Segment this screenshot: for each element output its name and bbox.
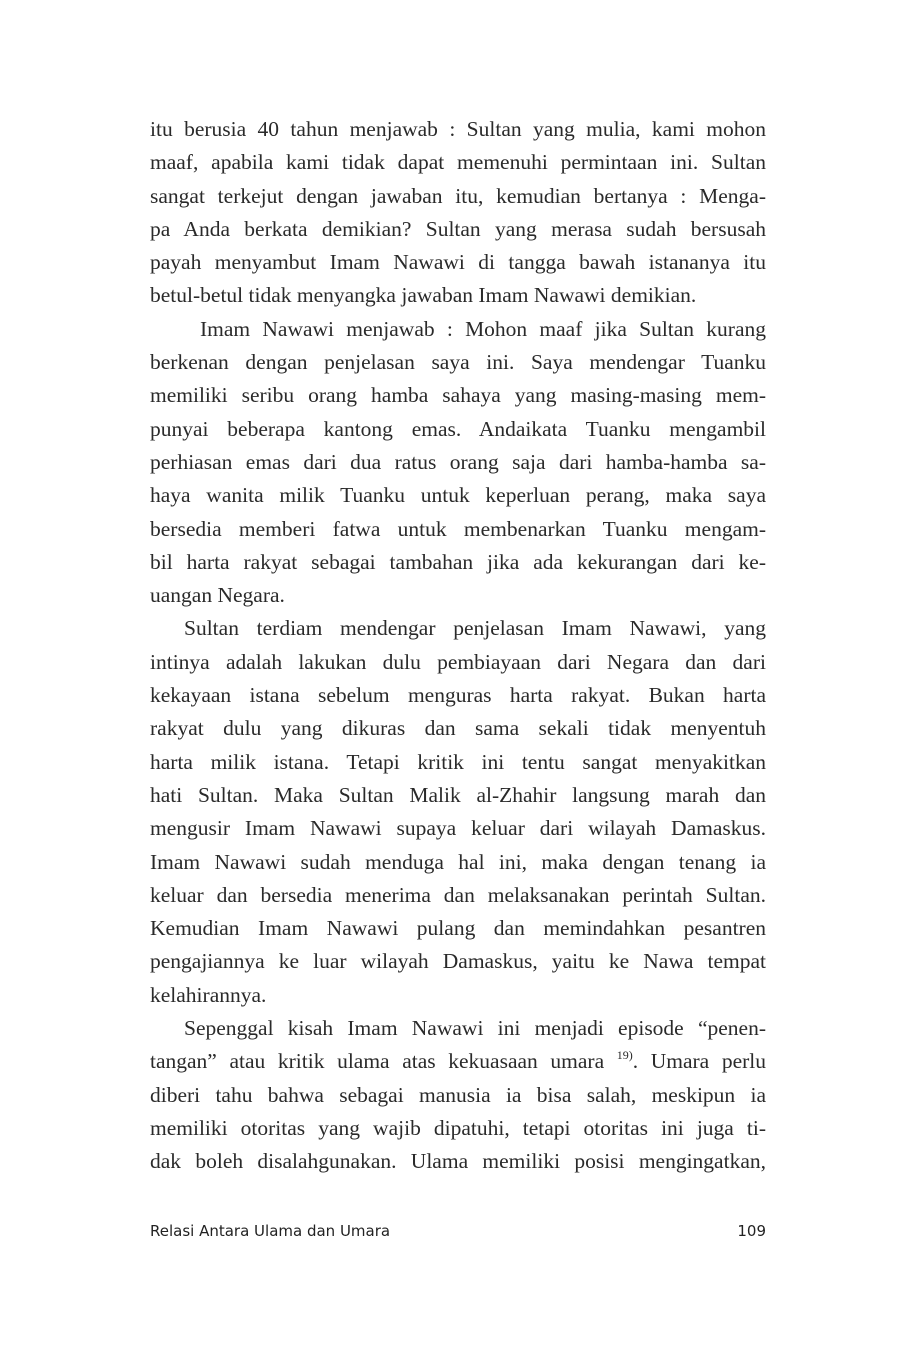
text-line: itu berusia 40 tahun menjawab : Sultan yang mulia, kami mohon bbox=[150, 117, 766, 141]
text-line: Imam Nawawi menjawab : Mohon maaf jika Sultan kurang bbox=[200, 316, 766, 341]
paragraph-2 bbox=[150, 313, 766, 613]
running-title: Relasi Antara Ulama dan Umara bbox=[150, 1222, 391, 1240]
text-line: Sepenggal kisah Imam Nawawi ini menjadi episode “penen- bbox=[184, 1016, 766, 1041]
text-line: diberi tahu bahwa sebagai manusia ia bisa salah, meskipun ia bbox=[150, 1082, 766, 1107]
text-line: dak boleh disalahgunakan. Ulama memiliki posisi mengingatkan, bbox=[150, 1149, 766, 1174]
text-line: berkenan dengan penjelasan saya ini. Saya mendengar Tuanku bbox=[150, 350, 766, 375]
text-line: bil harta rakyat sebagai tambahan jika ada kekurangan dari ke- bbox=[150, 549, 766, 574]
text-line: harta milik istana. Tetapi kritik ini tentu sangat menyakitkan bbox=[150, 749, 766, 774]
text-line: kelahirannya. bbox=[150, 982, 267, 1007]
text-line: memiliki otoritas yang wajib dipatuhi, tetapi otoritas ini juga ti- bbox=[150, 1115, 766, 1140]
text-segment: . Umara perlu bbox=[632, 1049, 766, 1074]
text-line: Kemudian Imam Nawawi pulang dan memindahkan pesantren bbox=[150, 916, 766, 941]
text-line: maaf, apabila kami tidak dapat memenuhi permintaan ini. Sultan bbox=[150, 150, 766, 175]
text-line: pa Anda berkata demikian? Sultan yang merasa sudah bersusah bbox=[150, 216, 766, 241]
text-line: sangat terkejut dengan jawaban itu, kemudian bertanya : Menga- bbox=[150, 183, 766, 208]
body-text bbox=[150, 113, 766, 1179]
text-line: perhiasan emas dari dua ratus orang saja dari hamba-hamba sa- bbox=[150, 449, 766, 474]
page-footer bbox=[150, 1222, 766, 1240]
text-line: haya wanita milik Tuanku untuk keperluan perang, maka saya bbox=[150, 483, 766, 508]
text-line: pengajiannya ke luar wilayah Damaskus, yaitu ke Nawa tempat bbox=[150, 949, 766, 974]
text-line bbox=[150, 1045, 766, 1078]
text-line: kekayaan istana sebelum menguras harta rakyat. Bukan harta bbox=[150, 683, 766, 708]
text-line: Imam Nawawi sudah menduga hal ini, maka dengan tenang ia bbox=[150, 849, 766, 874]
text-line: Sultan terdiam mendengar penjelasan Imam Nawawi, yang bbox=[184, 616, 766, 641]
text-line: bersedia memberi fatwa untuk membenarkan Tuanku mengam- bbox=[150, 516, 766, 541]
paragraph-4 bbox=[150, 1012, 766, 1178]
paragraph-1 bbox=[150, 113, 766, 313]
page-number: 109 bbox=[737, 1222, 766, 1240]
text-line: punyai beberapa kantong emas. Andaikata Tuanku mengambil bbox=[150, 416, 766, 441]
text-line: keluar dan bersedia menerima dan melaksanakan perintah Sultan. bbox=[150, 882, 766, 907]
text-line: hati Sultan. Maka Sultan Malik al-Zhahir langsung marah dan bbox=[150, 782, 766, 807]
text-segment: tangan” atau kritik ulama atas kekuasaan umara bbox=[150, 1049, 617, 1074]
paragraph-3 bbox=[150, 612, 766, 1012]
text-line: payah menyambut Imam Nawawi di tangga bawah istananya itu bbox=[150, 250, 766, 275]
text-line: rakyat dulu yang dikuras dan sama sekali tidak menyentuh bbox=[150, 716, 766, 741]
footnote-reference: 19) bbox=[616, 1048, 633, 1063]
text-line: betul-betul tidak menyangka jawaban Imam Nawawi demikian. bbox=[150, 283, 697, 308]
text-line: intinya adalah lakukan dulu pembiayaan dari Negara dan dari bbox=[150, 649, 766, 674]
text-line: mengusir Imam Nawawi supaya keluar dari wilayah Damaskus. bbox=[150, 816, 766, 841]
text-line: uangan Negara. bbox=[150, 583, 285, 608]
text-line: memiliki seribu orang hamba sahaya yang masing-masing mem- bbox=[150, 383, 766, 408]
